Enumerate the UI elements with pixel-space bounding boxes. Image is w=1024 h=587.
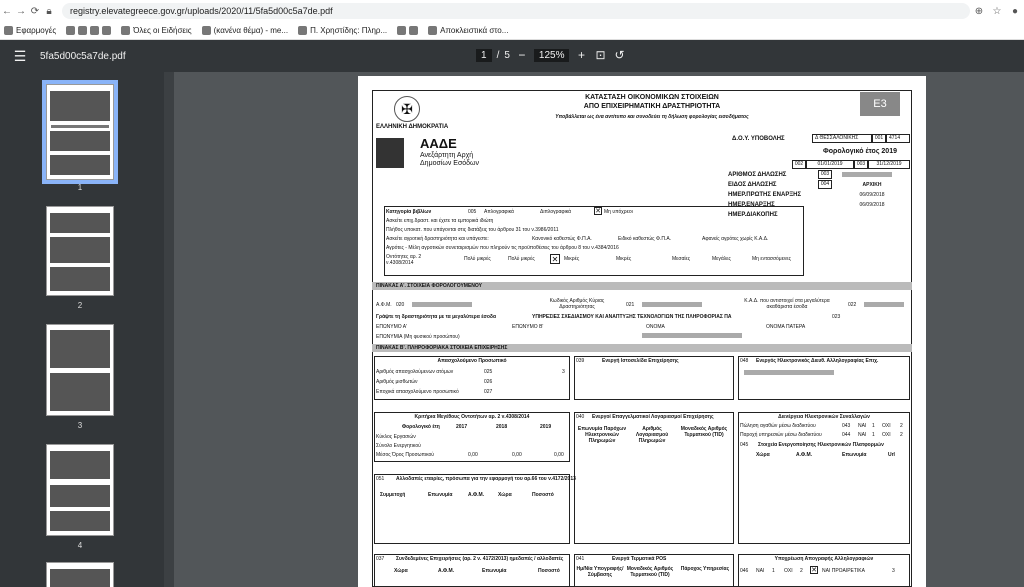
- foreign-col2: Επωνυμία: [428, 492, 453, 498]
- site-icon: [409, 26, 418, 35]
- period-from: 01/01/2019: [806, 160, 854, 169]
- bookmarks-bar: [0, 22, 1024, 40]
- page-thumbnail-1[interactable]: [46, 84, 114, 180]
- checkbox-checked-icon: ✕: [595, 208, 601, 215]
- redacted-field: [744, 370, 834, 375]
- criteria-value: 0,00: [554, 452, 564, 458]
- criteria-value: 0,00: [468, 452, 478, 458]
- pos-col2: Μοναδικός Αριθμός Τερματικού (TID): [626, 566, 674, 578]
- ecommerce-row1: Πώληση αγαθών μέσω διαδικτύου: [740, 423, 816, 429]
- email-code: 048: [740, 358, 749, 364]
- pdf-page: [358, 76, 926, 587]
- staff-row1-code: 025: [484, 369, 493, 375]
- pos-code: 041: [576, 556, 585, 562]
- criteria-year2: 2018: [496, 424, 508, 430]
- yes-label: ΝΑΙ: [858, 432, 867, 438]
- related-code: 037: [376, 556, 385, 562]
- criteria-row: Σύνολο Ενεργητικού: [376, 443, 421, 449]
- afm-code: 020: [396, 302, 405, 308]
- accounts-col2: Αριθμός Λογαριασμού Πληρωμών: [635, 426, 669, 444]
- start-date-label: ΗΜΕΡ.ΠΡΩΤΗΣ ΕΝΑΡΞΗΣ: [728, 192, 802, 198]
- form-code-badge: Ε3: [860, 92, 900, 116]
- redacted-field: [642, 333, 742, 338]
- staff-row2: Αριθμός μισθωτών: [376, 379, 418, 385]
- lock-icon: 🔒︎: [46, 5, 52, 17]
- books-row4: Αγρότες - Μέλη αγροτικών συνεταιρισμών που πληρούν τις προϋποθέσεις του άρθρου 8 του ν.4384/2016: [386, 245, 619, 251]
- tax-year: Φορολογικό έτος 2019: [823, 148, 897, 155]
- platforms-col4: Url: [888, 452, 895, 458]
- size-opt: Μικρές: [564, 256, 580, 262]
- period-code-to: 003: [854, 160, 868, 169]
- email-label: Ενεργός Ηλεκτρονικός Διευθ. Αλληλογραφίας Επιχ.: [756, 358, 879, 364]
- aade-logo-icon: [376, 138, 404, 168]
- sidebar-scrollbar[interactable]: [164, 72, 174, 587]
- bookmark-news[interactable]: Όλες οι Ειδήσεις: [121, 26, 191, 35]
- decl-kind-value: ΑΡΧΙΚΗ: [862, 182, 882, 188]
- company-label: ΕΠΩΝΥΜΙΑ (Μη φυσικού προσώπου): [376, 334, 460, 340]
- cash-no-code: 2: [800, 568, 803, 574]
- books-row3: Ασκείτε αγροτική δραστηριότητα και υπάγεστε:: [386, 236, 489, 242]
- cash-optional: ΝΑΙ ΠΡΟΑΙΡΕΤΙΚΑ: [822, 568, 865, 574]
- size-opt: Μη εντασσόμενες: [752, 256, 792, 262]
- staff-row2-code: 026: [484, 379, 493, 385]
- staff-row3: Εποχικά απασχολούμενο προσωπικό: [376, 389, 459, 395]
- rotate-icon[interactable]: ↺: [614, 48, 625, 62]
- no-code: 2: [900, 432, 903, 438]
- platforms-code: 045: [740, 442, 749, 448]
- pos-title: Ενεργά Τερματικά POS: [612, 556, 667, 562]
- thumbnail-label: 1: [77, 183, 83, 192]
- criteria-row: Κύκλος Εργασιών: [376, 434, 416, 440]
- back-icon[interactable]: ←: [2, 5, 12, 17]
- platforms-col3: Επωνυμία: [842, 452, 867, 458]
- pos-col1: Ημ/Νία Υπογραφής/Σύμβασης: [576, 566, 624, 578]
- bookmark-misc[interactable]: [397, 26, 418, 35]
- browser-toolbar: [0, 0, 1024, 22]
- accounts-code: 040: [576, 414, 585, 420]
- decl-kind-label: ΕΙΔΟΣ ΔΗΛΩΣΗΣ: [728, 182, 777, 188]
- site-icon: [397, 26, 406, 35]
- yes-label: ΝΑΙ: [858, 423, 867, 429]
- profile-icon[interactable]: ●: [1011, 5, 1019, 17]
- site-icon: [78, 26, 87, 35]
- zoom-in-icon[interactable]: +: [577, 48, 585, 62]
- site-icon: [66, 26, 75, 35]
- page-thumbnail-5[interactable]: [46, 562, 114, 587]
- ecommerce-row2-code: 044: [842, 432, 851, 438]
- staff-row1-value: 3: [562, 369, 565, 375]
- related-col3: Επωνυμία: [482, 568, 507, 574]
- thumbnail-sidebar: [0, 72, 164, 587]
- cash-code: 046: [740, 568, 749, 574]
- kad2-label: Κ.Α.Δ. που αντιστοιχεί στα μεγαλύτερα ακαθάριστα έσοδα: [744, 298, 830, 310]
- republic-label: ΕΛΛΗΝΙΚΗ ΔΗΜΟΚΡΑΤΙΑ: [376, 124, 449, 130]
- table-b-title: ΠΙΝΑΚΑΣ Β'. ΠΛΗΡΟΦΟΡΙΑΚΑ ΣΤΟΙΧΕΙΑ ΕΠΙΧΕΙΡΗΣΗΣ: [376, 345, 508, 351]
- code-023: 023: [832, 314, 841, 320]
- pdf-toolbar: [0, 40, 1024, 72]
- accounts-col1: Επωνυμία Παρόχων Ηλεκτρονικών Πληρωμών: [577, 426, 627, 444]
- kad2-code: 022: [848, 302, 857, 308]
- redacted-field: [412, 302, 472, 307]
- staff-title: Απασχολούμενο Προσωπικό: [437, 358, 507, 364]
- redacted-field: [864, 302, 904, 307]
- criteria-title: Κριτήρια Μεγέθους Οντοτήτων αρ. 2 ν.4308/2014: [414, 414, 530, 420]
- page-separator: /: [496, 49, 500, 61]
- page-controls: [476, 48, 626, 62]
- bookmark-exclusive[interactable]: Αποκλειστικά στο...: [428, 26, 508, 35]
- doy-value: Δ ΘΕΣΣΑΛΟΝΙΚΗΣ: [812, 134, 872, 143]
- books-code: 005: [468, 209, 477, 215]
- thumbnail-label: 4: [77, 541, 83, 550]
- size-opt: Πολύ μικρές: [508, 256, 535, 262]
- enarxi-value: 06/09/2018: [859, 202, 885, 208]
- thumbnail-label: 2: [77, 301, 83, 310]
- decl-num-label: ΑΡΙΘΜΟΣ ΔΗΛΩΣΗΣ: [728, 172, 787, 178]
- books-opt1: Απλογραφικά: [484, 209, 514, 215]
- books-opt2: Διπλογραφικά: [540, 209, 572, 215]
- zoom-level[interactable]: 125%: [534, 49, 570, 62]
- period-to: 31/12/2019: [868, 160, 910, 169]
- zoom-out-icon[interactable]: −: [518, 48, 526, 62]
- site-icon: [90, 26, 99, 35]
- related-col1: Χώρα: [394, 568, 408, 574]
- enarxi-label: ΗΜΕΡ.ΕΝΑΡΞΗΣ: [728, 202, 775, 208]
- greek-emblem-icon: ✠: [394, 96, 420, 122]
- gmail-icon: [202, 26, 211, 35]
- foreign-box: [374, 474, 570, 544]
- doy-label: Δ.Ο.Υ. ΥΠΟΒΟΛΗΣ: [732, 136, 785, 142]
- activity-value: ΥΠΗΡΕΣΙΕΣ ΣΧΕΔΙΑΣΜΟΥ ΚΑΙ ΑΝΑΠΤΥΞΗΣ ΤΕΧΝΟΛΟΓΙΩΝ ΤΗΣ ΠΛΗΡΟΦΟΡΙΑΣ ΠΑ: [532, 314, 732, 320]
- foreign-col4: Χώρα: [498, 492, 512, 498]
- foreign-code: 051: [376, 476, 385, 482]
- site-icon: [121, 26, 130, 35]
- address-bar[interactable]: registry.elevategreece.gov.gr/uploads/2020/11/5fa5d00c5a7de.pdf: [62, 3, 970, 19]
- name-label: ΟΝΟΜΑ: [646, 324, 665, 330]
- related-title: Συνδεδεμένες Επιχειρήσεις (αρ. 2 ν. 4172/2013) ημεδαπές / αλλοδαπές: [396, 556, 564, 562]
- kad-code: 021: [626, 302, 635, 308]
- books-row3a: Κανονικό καθεστώς Φ.Π.Α.: [532, 236, 592, 242]
- stop-date-label: ΗΜΕΡ.ΔΙΑΚΟΠΗΣ: [728, 212, 778, 218]
- platforms-col2: Α.Φ.Μ.: [796, 452, 813, 458]
- books-row5: Οντότητες αρ. 2 ν.4308/2014: [386, 254, 422, 266]
- staff-row1: Αριθμός απασχολούμενων ατόμων: [376, 369, 454, 375]
- bookmark-apps[interactable]: Εφαρμογές: [4, 26, 56, 35]
- menu-icon[interactable]: ☰: [13, 47, 27, 64]
- kad-label: Κωδικός Αριθμός Κύριας Δραστηριότητας: [549, 298, 605, 310]
- gmail-icon: [102, 26, 111, 35]
- zoom-icon[interactable]: ⊕: [974, 5, 984, 17]
- decl-num-code: 003: [818, 170, 832, 179]
- foreign-col5: Ποσοστό: [532, 492, 554, 498]
- aade-sub1: Ανεξάρτητη Αρχή: [420, 152, 474, 159]
- fit-page-icon[interactable]: ⊡: [595, 48, 606, 62]
- ecommerce-title: Διενέργεια Ηλεκτρονικών Συναλλαγών: [778, 414, 870, 420]
- books-row2: Πλήθος υποκατ. που υπάγονται στις διατάξεις του άρθρου 31 του ν.3986/2011: [386, 227, 559, 233]
- afm-label: Α.Φ.Μ.: [376, 302, 392, 308]
- star-icon[interactable]: ☆: [992, 5, 1002, 17]
- accounts-col3: Μοναδικός Αριθμός Τερματικού (TID): [680, 426, 728, 438]
- size-opt: Μεγάλες: [712, 256, 731, 262]
- books-row1: Ασκείτε επιχ.δραστ. και έχετε τα εμπορικά ιδιώτη: [386, 218, 494, 224]
- size-opt: Μεσαίες: [672, 256, 691, 262]
- size-opt: Μικρές: [616, 256, 632, 262]
- surname-b-label: ΕΠΩΝΥΜΟ Β': [512, 324, 544, 330]
- criteria-year-label: Φορολογικό έτη: [402, 424, 440, 430]
- decl-kind-code: 004: [818, 180, 832, 189]
- aade-sub2: Δημοσίων Εσόδων: [420, 160, 480, 167]
- page-thumbnail-3[interactable]: [46, 324, 114, 416]
- accounts-title: Ενεργοί Επαγγελματικοί Λογαριασμοί Επιχείρησης: [592, 414, 714, 420]
- forward-icon[interactable]: →: [16, 5, 26, 17]
- foreign-col3: Α.Φ.Μ.: [468, 492, 485, 498]
- criteria-year1: 2017: [456, 424, 468, 430]
- page-thumbnail-4[interactable]: [46, 444, 114, 536]
- thumbnail-label: 3: [77, 421, 83, 430]
- form-title-line2: ΑΠΟ ΕΠΙΧΕΙΡΗΜΑΤΙΚΗ ΔΡΑΣΤΗΡΙΟΤΗΤΑ: [583, 103, 721, 110]
- criteria-year3: 2019: [540, 424, 552, 430]
- books-row3c: Αφανείς αγρότες χωρίς Κ.Α.Δ.: [702, 236, 769, 242]
- cash-yes: ΝΑΙ: [756, 568, 765, 574]
- size-opt: Πολύ μικρές: [464, 256, 491, 262]
- page-total: 5: [504, 49, 510, 61]
- site-icon: [428, 26, 437, 35]
- checkbox-checked-icon: ✕: [551, 255, 559, 264]
- form-e3: [372, 90, 912, 587]
- ecommerce-row2: Παροχή υπηρεσιών μέσω διαδικτύου: [740, 432, 822, 438]
- period-code-from: 002: [792, 160, 806, 169]
- table-a-title: ΠΙΝΑΚΑΣ Α'. ΣΤΟΙΧΕΙΑ ΦΟΡΟΛΟΓΟΥΜΕΝΟΥ: [376, 283, 482, 289]
- books-row3b: Ειδικό καθεστώς Φ.Π.Α.: [618, 236, 672, 242]
- page-number-input[interactable]: 1: [476, 49, 492, 62]
- form-subtitle: Υποβάλλεται ως ένα αντίτυπο και συνοδεύει τη δήλωση φορολογίας εισοδήματος: [555, 114, 749, 120]
- site-icon: [298, 26, 307, 35]
- cash-optional-code: 3: [892, 568, 895, 574]
- related-col4: Ποσοστό: [538, 568, 560, 574]
- redacted-field: [642, 302, 702, 307]
- related-col2: Α.Φ.Μ.: [438, 568, 455, 574]
- father-label: ΟΝΟΜΑ ΠΑΤΕΡΑ: [766, 324, 806, 330]
- foreign-title: Αλλοδαπές εταιρίες, πρόσωπα για την εφαρμογή του αρ.66 του ν.4172/2013: [396, 476, 576, 482]
- page-thumbnail-2[interactable]: [46, 206, 114, 296]
- doy-code-label: 001: [872, 134, 886, 143]
- no-label: ΟΧΙ: [882, 423, 891, 429]
- doy-code: 4714: [886, 134, 910, 143]
- bookmark-mail[interactable]: (κανένα θέμα) - me...: [202, 26, 288, 35]
- website-code: 039: [576, 358, 585, 364]
- form-title-line1: ΚΑΤΑΣΤΑΣΗ ΟΙΚΟΝΟΜΙΚΩΝ ΣΤΟΙΧΕΙΩΝ: [585, 94, 719, 101]
- reload-icon[interactable]: ⟳: [30, 5, 40, 17]
- checkbox-checked-icon: ✕: [811, 567, 817, 574]
- no-label: ΟΧΙ: [882, 432, 891, 438]
- yes-code: 1: [872, 423, 875, 429]
- books-label: Κατηγορία βιβλίων: [386, 209, 432, 215]
- cash-title: Υποχρέωση Απογραφής Αλληλογραφιών: [774, 556, 874, 562]
- bookmark-christidis[interactable]: Π. Χρηστίδης: Πληρ...: [298, 26, 387, 35]
- platforms-col1: Χώρα: [756, 452, 770, 458]
- platforms-title: Στοιχεία Ενεργοποίησης Ηλεκτρονικών Πλατφορμών: [758, 442, 884, 448]
- cash-no: ΟΧΙ: [784, 568, 793, 574]
- apps-icon: [4, 26, 13, 35]
- foreign-col1: Συμμετοχή: [380, 492, 406, 498]
- criteria-value: 0,00: [512, 452, 522, 458]
- bookmark-icons[interactable]: [66, 26, 111, 35]
- no-code: 2: [900, 423, 903, 429]
- start-date-value: 06/09/2018: [859, 192, 885, 198]
- books-opt3: Μη υπόχρεοι: [604, 209, 633, 215]
- file-title: 5fa5d00c5a7de.pdf: [40, 50, 126, 62]
- aade-title: ΑΑΔΕ: [420, 136, 457, 151]
- redacted-field: [842, 172, 892, 177]
- surname-a-label: ΕΠΩΝΥΜΟ Α': [376, 324, 408, 330]
- activity-label: Γράψτε τη δραστηριότητα με τα μεγαλύτερα έσοδα: [376, 314, 497, 320]
- website-label: Ενεργή Ιστοσελίδα Επιχείρησης: [602, 358, 679, 364]
- staff-row3-code: 027: [484, 389, 493, 395]
- yes-code: 1: [872, 432, 875, 438]
- cash-yes-code: 1: [772, 568, 775, 574]
- ecommerce-row1-code: 043: [842, 423, 851, 429]
- criteria-row: Μέσος Όρος Προσωπικού: [376, 452, 435, 458]
- pos-col3: Πάροχος Υπηρεσίας: [680, 566, 730, 572]
